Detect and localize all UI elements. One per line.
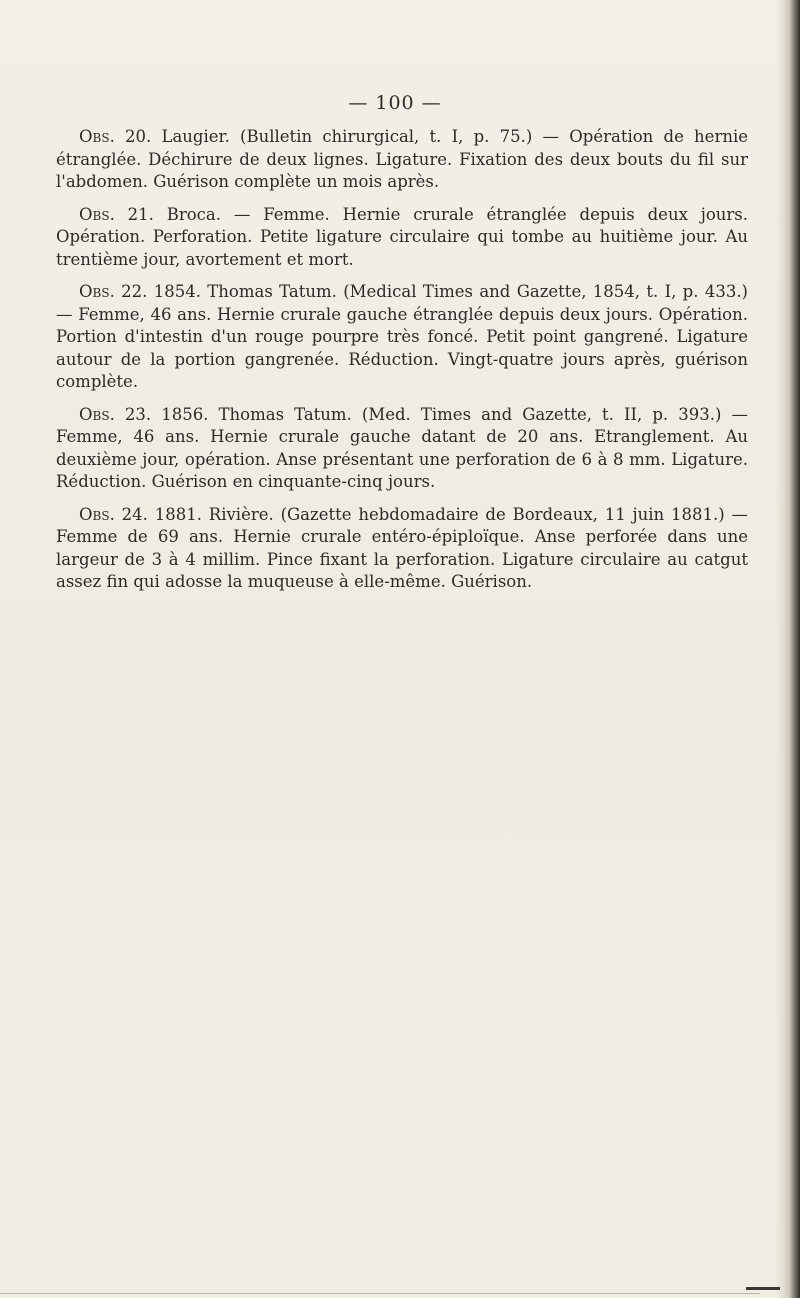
obs-text: 23. 1856. Thomas Tatum. (Med. Times and Gazette, t. II, p. 393.) — Femme, 46 ans. Hernie crurale gauche datant de 20 ans. Etranglement. Au deuxième jour, opération. Anse présentant une perforation de 6 à 8 mm. Ligature. Réduction. Guérison en cinquante-cinq jours.: [56, 404, 748, 491]
book-binding-edge: [782, 0, 800, 1298]
obs-label: Obs.: [79, 204, 115, 224]
obs-text: 22. 1854. Thomas Tatum. (Medical Times and Gazette, 1854, t. I, p. 433.) — Femme, 46 ans. Hernie crurale gauche étranglée depuis deux jours. Opération. Portion d'intestin d'un rouge pourpre très foncé. Petit point gangrené. Ligature autour de la portion gangrenée. Réduction. Vingt-quatre jours après, guérison complète.: [56, 282, 748, 391]
observation-21: [56, 204, 748, 272]
bottom-rule: [0, 1293, 760, 1294]
obs-text: 24. 1881. Rivière. (Gazette hebdomadaire de Bordeaux, 11 juin 1881.) — Femme de 69 ans. Hernie crurale entéro-épiploïque. Anse perforée dans une largeur de 3 à 4 millim. Pince fixant la perforation. Ligature circulaire au catgut assez fin qui adosse la muqueuse à elle-même. Guérison.: [56, 504, 748, 591]
observations-text: [56, 126, 748, 604]
obs-label: Obs.: [79, 504, 115, 524]
obs-label: Obs.: [79, 282, 115, 301]
observation-22: [56, 281, 748, 394]
obs-text: 20. Laugier. (Bulletin chirurgical, t. I, p. 75.) — Opération de hernie étranglée. Déchirure de deux lignes. Ligature. Fixation des deux bouts du fil sur l'abdomen. Guérison complète un mois après.: [56, 127, 748, 191]
observation-23: [56, 404, 748, 494]
observation-20: [56, 126, 748, 194]
page-number: — 100 —: [348, 92, 442, 114]
obs-label: Obs.: [79, 127, 115, 146]
obs-label: Obs.: [79, 404, 115, 424]
observation-24: [56, 504, 748, 594]
obs-text: 21. Broca. — Femme. Hernie crurale étranglée depuis deux jours. Opération. Perforation. Petite ligature circulaire qui tombe au huitième jour. Au trentième jour, avortement et mort.: [56, 204, 748, 269]
bottom-edge-mark: [746, 1287, 780, 1290]
